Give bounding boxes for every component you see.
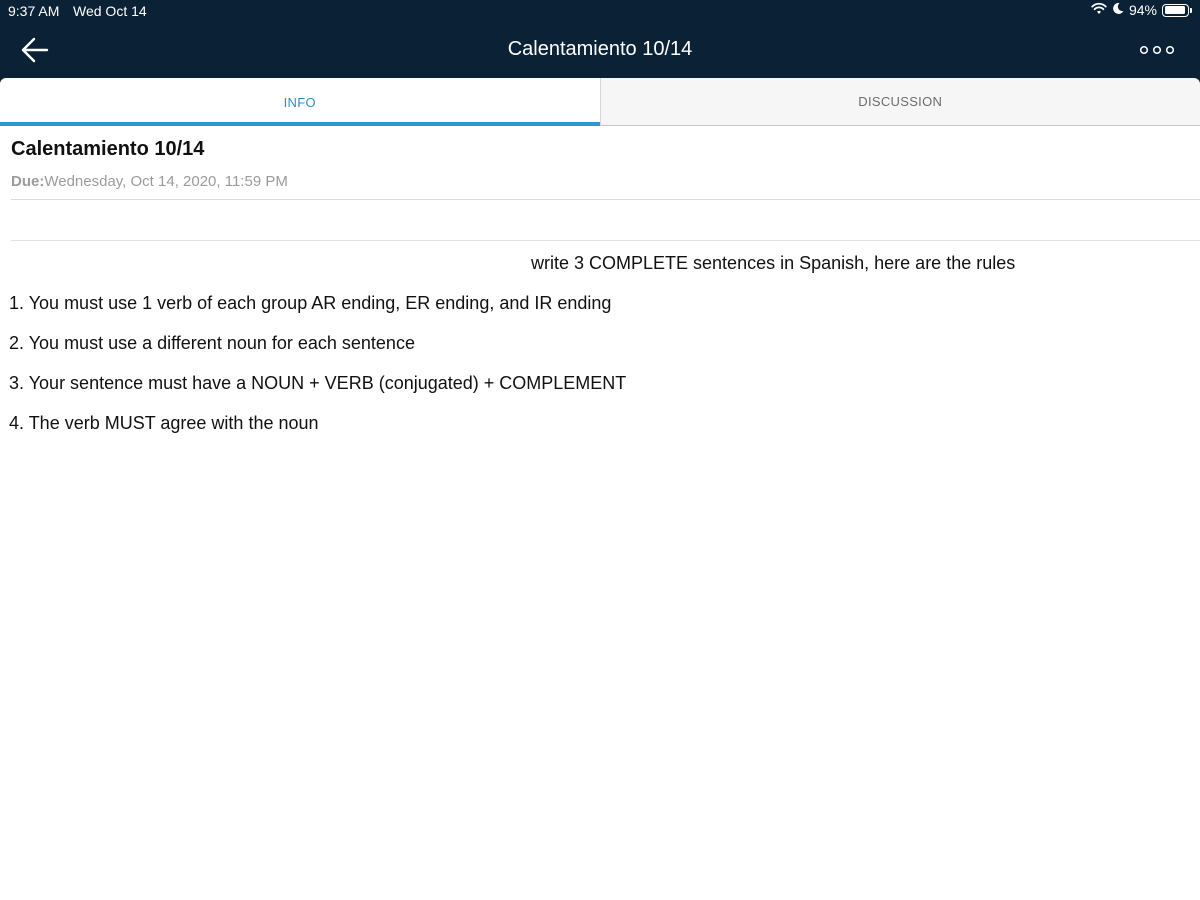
battery-level [1165, 6, 1185, 14]
status-time: 9:37 AM [8, 3, 60, 19]
more-options-button[interactable] [1138, 43, 1178, 57]
tab-bar [0, 78, 1200, 126]
battery-cap [1190, 8, 1192, 13]
page-title: Calentamiento 10/14 [507, 38, 693, 60]
top-bar [0, 0, 1200, 78]
due-date [11, 173, 288, 190]
rule-item: 1. You must use 1 verb of each group AR ending, ER ending, and IR ending [9, 293, 612, 313]
tab-info-label: INFO [283, 94, 316, 110]
rule-item: 4. The verb MUST agree with the noun [9, 413, 319, 433]
divider [11, 240, 1200, 241]
status-indicators [1091, 2, 1192, 18]
instruction-text: write 3 COMPLETE sentences in Spanish, here are the rules [531, 253, 1016, 273]
tab-discussion[interactable] [601, 78, 1200, 126]
battery-percent: 94% [1128, 2, 1157, 18]
tab-discussion-label: DISCUSSION [858, 94, 943, 109]
assignment-title: Calentamiento 10/14 [11, 138, 205, 160]
moon-icon [1112, 2, 1124, 18]
assignment-content [0, 126, 1200, 900]
battery-icon [1162, 4, 1189, 17]
divider [11, 199, 1200, 200]
rule-item: 2. You must use a different noun for each sentence [9, 333, 415, 353]
tab-info[interactable] [0, 78, 601, 126]
status-date: Wed Oct 14 [73, 3, 147, 19]
due-label: Due: [11, 173, 45, 190]
rule-item: 3. Your sentence must have a NOUN + VERB (conjugated) + COMPLEMENT [9, 373, 627, 393]
due-value: Wednesday, Oct 14, 2020, 11:59 PM [44, 173, 288, 190]
wifi-icon [1091, 2, 1107, 18]
more-horizontal-icon [1138, 43, 1178, 57]
